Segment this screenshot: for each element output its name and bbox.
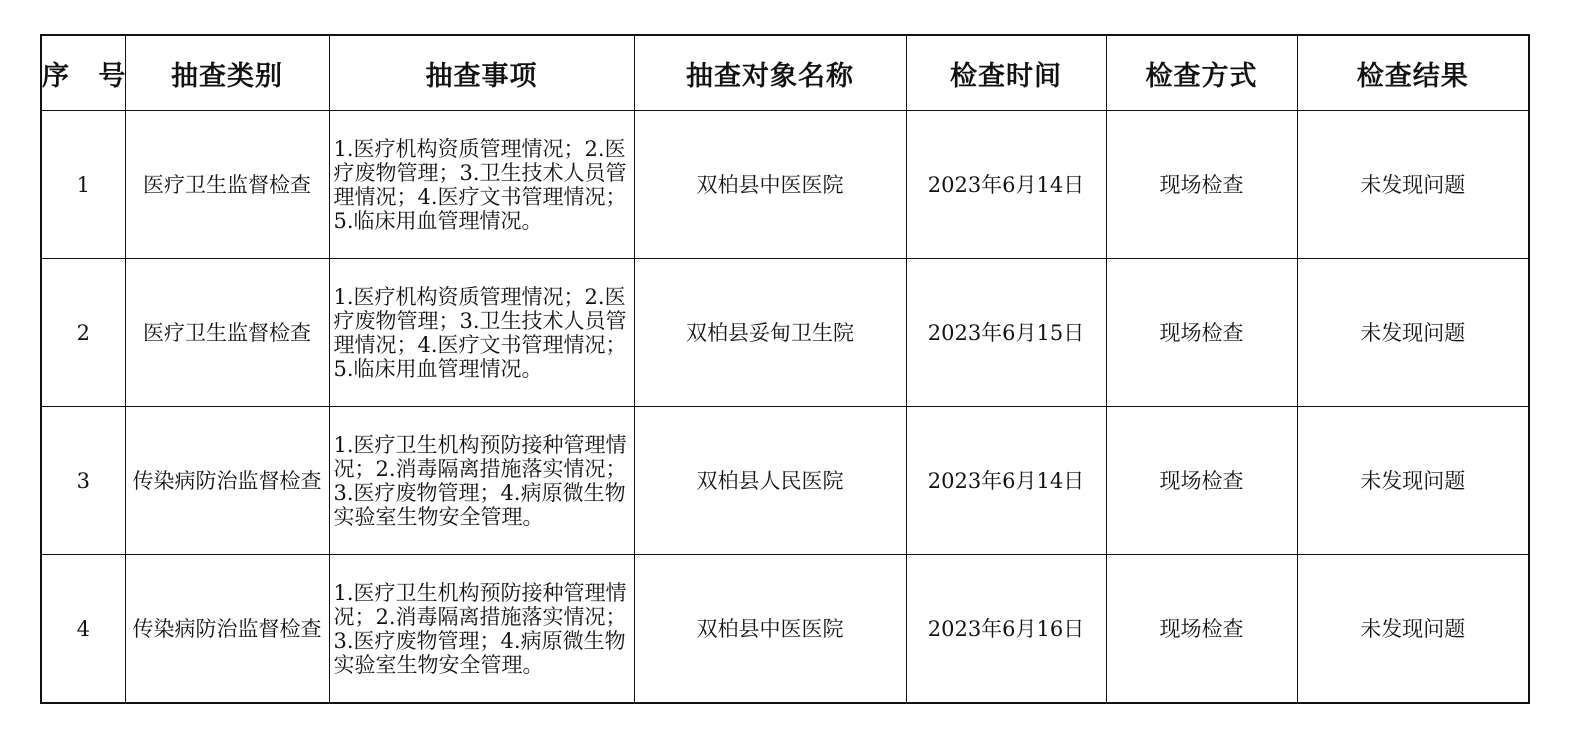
cell-category: 医疗卫生监督检查 bbox=[125, 259, 329, 407]
table-row bbox=[41, 259, 1529, 407]
header-category: 抽查类别 bbox=[125, 35, 329, 111]
cell-target: 双柏县中医医院 bbox=[634, 555, 906, 704]
cell-items: 1.医疗卫生机构预防接种管理情况；2.消毒隔离措施落实情况；3.医疗废物管理；4.病原微生物实验室生物安全管理。 bbox=[329, 407, 634, 555]
cell-method: 现场检查 bbox=[1106, 111, 1297, 259]
header-method: 检查方式 bbox=[1106, 35, 1297, 111]
cell-date: 2023年6月16日 bbox=[906, 555, 1106, 704]
cell-result: 未发现问题 bbox=[1297, 555, 1529, 704]
header-target: 抽查对象名称 bbox=[634, 35, 906, 111]
table-row bbox=[41, 407, 1529, 555]
cell-result: 未发现问题 bbox=[1297, 111, 1529, 259]
cell-method: 现场检查 bbox=[1106, 407, 1297, 555]
cell-method: 现场检查 bbox=[1106, 555, 1297, 704]
table-row bbox=[41, 111, 1529, 259]
cell-seq: 4 bbox=[41, 555, 125, 704]
header-result: 检查结果 bbox=[1297, 35, 1529, 111]
header-seq: 序 号 bbox=[41, 35, 125, 111]
inspection-table bbox=[40, 34, 1530, 704]
cell-items: 1.医疗机构资质管理情况；2.医疗废物管理；3.卫生技术人员管理情况；4.医疗文书管理情况；5.临床用血管理情况。 bbox=[329, 111, 634, 259]
table-row bbox=[41, 555, 1529, 704]
cell-date: 2023年6月14日 bbox=[906, 407, 1106, 555]
cell-method: 现场检查 bbox=[1106, 259, 1297, 407]
cell-category: 医疗卫生监督检查 bbox=[125, 111, 329, 259]
cell-date: 2023年6月14日 bbox=[906, 111, 1106, 259]
header-date: 检查时间 bbox=[906, 35, 1106, 111]
cell-target: 双柏县人民医院 bbox=[634, 407, 906, 555]
cell-seq: 1 bbox=[41, 111, 125, 259]
cell-category: 传染病防治监督检查 bbox=[125, 555, 329, 704]
cell-date: 2023年6月15日 bbox=[906, 259, 1106, 407]
header-items: 抽查事项 bbox=[329, 35, 634, 111]
inspection-sheet bbox=[40, 34, 1528, 704]
cell-target: 双柏县妥甸卫生院 bbox=[634, 259, 906, 407]
cell-items: 1.医疗卫生机构预防接种管理情况；2.消毒隔离措施落实情况；3.医疗废物管理；4.病原微生物实验室生物安全管理。 bbox=[329, 555, 634, 704]
cell-seq: 2 bbox=[41, 259, 125, 407]
cell-result: 未发现问题 bbox=[1297, 407, 1529, 555]
cell-target: 双柏县中医医院 bbox=[634, 111, 906, 259]
header-row bbox=[41, 35, 1529, 111]
cell-category: 传染病防治监督检查 bbox=[125, 407, 329, 555]
cell-result: 未发现问题 bbox=[1297, 259, 1529, 407]
cell-items: 1.医疗机构资质管理情况；2.医疗废物管理；3.卫生技术人员管理情况；4.医疗文书管理情况；5.临床用血管理情况。 bbox=[329, 259, 634, 407]
cell-seq: 3 bbox=[41, 407, 125, 555]
